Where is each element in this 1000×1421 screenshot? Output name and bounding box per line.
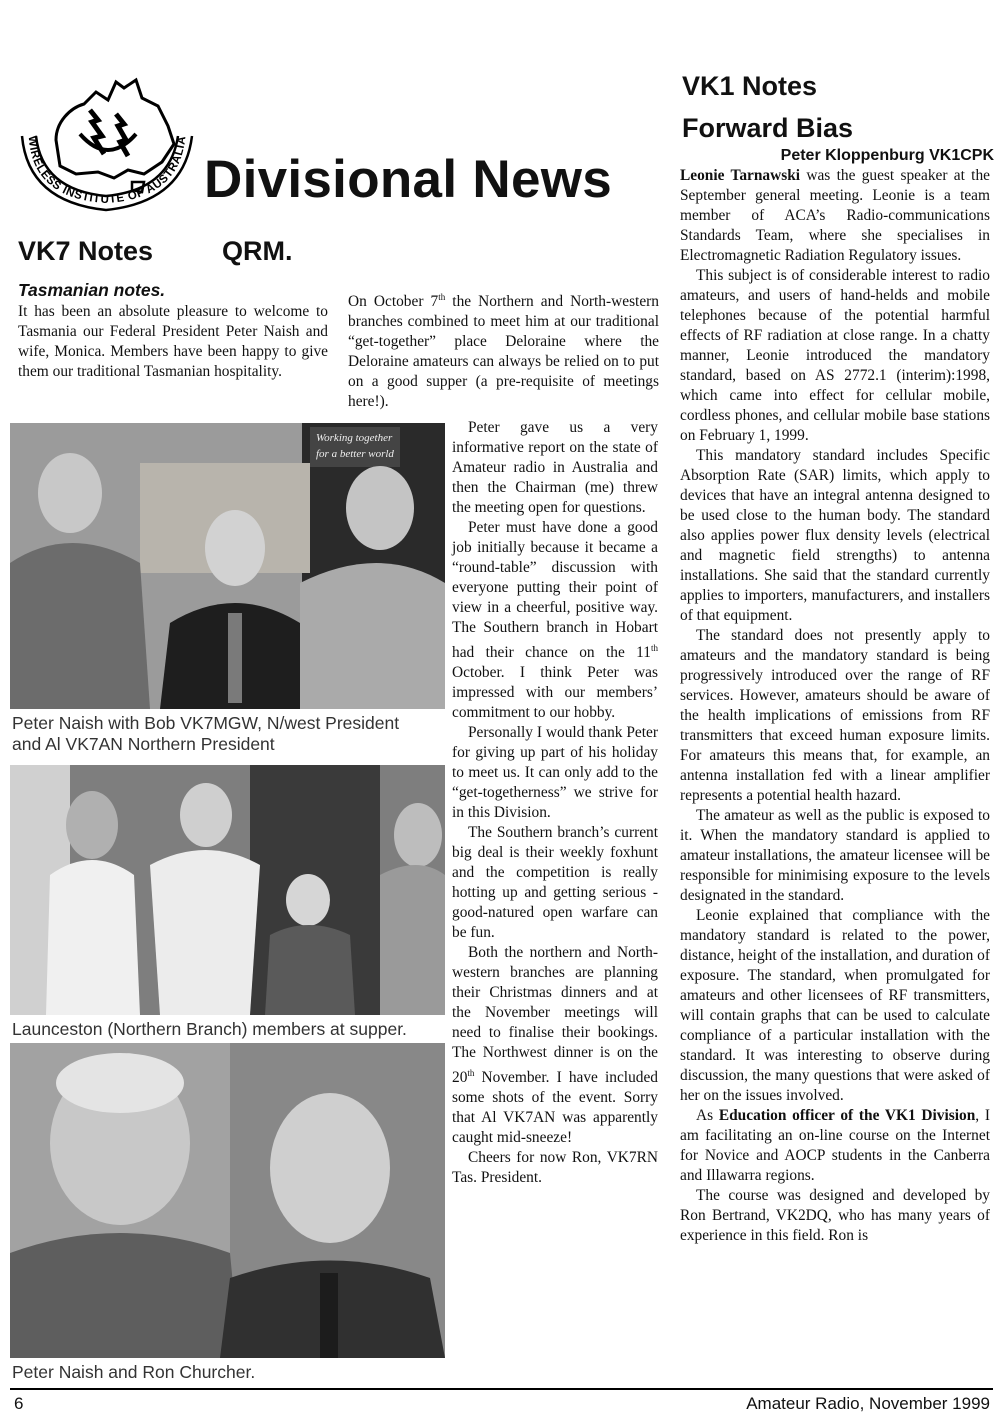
footer-rule [10, 1388, 993, 1390]
vk7-paragraph [452, 943, 658, 1148]
superscript: th [650, 643, 658, 653]
logo-text: WIRELESS INSTITUTE OF AUSTRALIA [25, 135, 189, 207]
text-run: Peter must have done a good job initially because it became a “round-table” discussion with everyone putting their point of view in a cheerful, positive way. The Southern branch in Hobart had their chance on the 11 [452, 519, 658, 662]
text-run: the Northern and North-western branches combined to meet him at our traditional “get-together” place Deloraine where the Deloraine amateurs can always be relied on to put on a good supper (a pre-requisite of meetings here!). [348, 293, 659, 411]
vk1-heading: VK1 Notes [682, 71, 818, 101]
photo-image-icon [10, 1043, 445, 1358]
superscript: th [438, 292, 446, 302]
text-run: was the guest speaker at the September general meeting. Leonie is a team member of ACA’s Radio-communications Standards Team, where she specialises in Electromagnetic Radiation Regulatory issues. [680, 167, 990, 264]
vk7-october-paragraph [348, 287, 659, 412]
photo-launceston-supper [10, 765, 445, 1015]
vk7-intro: It has been an absolute pleasure to welcome to Tasmania our Federal President Peter Naish and wife, Monica. Members have been happy to give them our traditional Tasmanian hospitality. [18, 303, 328, 380]
vk7-paragraph [452, 518, 658, 723]
text-run: October. I think Peter was impressed with our members’ commitment to our hobby. [452, 664, 658, 722]
photo1-caption: Peter Naish with Bob VK7MGW, N/west President and Al VK7AN Northern President [12, 713, 400, 754]
vk1-paragraph: The standard does not presently apply to amateurs and the mandatory standard is being progressively introduced over the range of RF services. However, amateurs should be aware of the health implications of emissions from RF transmitters that exceed human exposure limits. For amateurs this means that, for example, an antenna installation fed with a linear amplifier represents a potential health hazard. [680, 627, 990, 804]
poster-text: Working together [316, 432, 393, 444]
photo2-caption: Launceston (Northern Branch) members at supper. [12, 1019, 407, 1039]
vk7-paragraph: Personally I would thank Peter for giving up part of his holiday to meet us. It can only add to the “get-togetherness” we strive for in this Division. [452, 724, 658, 822]
poster-text: for a better world [316, 448, 394, 460]
vk1-paragraph [680, 166, 990, 266]
photo-peter-naish-ron-churcher [10, 1043, 445, 1358]
vk7-paragraph: Peter gave us a very informative report on the state of Amateur radio in Australia and then the Chairman (me) threw the meeting open for questions. [452, 419, 658, 516]
speaker-name: Leonie Tarnawski [680, 167, 801, 184]
australia-map-icon [12, 70, 198, 216]
vk7-paragraph: The Southern branch’s current big deal is their weekly foxhunt and the competition is really hotting up and getting serious - good-natured open warfare can be fun. [452, 824, 658, 942]
photo-image-icon [10, 423, 445, 709]
vk7-paragraph: Cheers for now Ron, VK7RN Tas. President. [452, 1149, 658, 1187]
publication-footer: Amateur Radio, November 1999 [746, 1394, 990, 1413]
text-run: As [696, 1107, 719, 1124]
photo-peter-naish-bob-al [10, 423, 445, 709]
vk7-subheading: Tasmanian notes. [18, 280, 166, 300]
masthead-title: Divisional News [204, 150, 613, 209]
text-run: November. I have included some shots of the event. Sorry that Al VK7AN was apparently caught mid-sneeze! [452, 1069, 658, 1147]
page-number: 6 [14, 1394, 24, 1413]
vk7-column-narrow [452, 418, 658, 1188]
vk7-intro-column1 [18, 302, 328, 382]
vk1-paragraph: Leonie explained that compliance with the mandatory standard is related to the power, distance, height of the installation, and duration of exposure. The standard, when promulgated for amateurs and other licensees of RF transmitters, will contain graphs that can be used to calculate compliance of a particular installation with the standard. It was interesting to observe during discussion, the many questions that were asked of her on the issues involved. [680, 907, 990, 1104]
vk1-column [680, 166, 990, 1246]
text-run: Both the northern and North-western branches are planning their Christmas dinners and at the November meetings will need to finalise their bookings. The Northwest dinner is on the 20 [452, 944, 658, 1087]
vk7-heading: VK7 Notes [18, 236, 154, 266]
photo3-caption: Peter Naish and Ron Churcher. [12, 1362, 256, 1382]
vk1-paragraph: This mandatory standard includes Specific Absorption Rate (SAR) limits, which apply to devices that have an integral antenna designed to be used close to the human body. The standard also applies power flux density levels (electrical and magnetic field strengths) to antenna installations. She said that the standard currently applies to importers, manufacturers, and installers of that equipment. [680, 447, 990, 624]
wia-logo [12, 70, 198, 216]
vk1-byline: Peter Kloppenburg VK1CPK [780, 147, 994, 164]
qrm-heading: QRM. [222, 236, 293, 266]
text-run: , I am facilitating an on-line course on the Internet for Novice and AOCP students in the Canberra and Illawarra regions. [680, 1107, 991, 1184]
vk1-paragraph [680, 1106, 990, 1186]
text-run: On October 7 [348, 293, 439, 311]
vk1-paragraph: The course was designed and developed by Ron Bertrand, VK2DQ, who has many years of experience in this field. Ron is [680, 1187, 990, 1244]
superscript: th [467, 1068, 475, 1079]
photo-image-icon [10, 765, 445, 1015]
forward-bias-heading: Forward Bias [682, 113, 854, 143]
vk7-intro-column2 [348, 287, 659, 412]
vk1-paragraph: This subject is of considerable interest to radio amateurs, and users of hand-helds and mobile telephones because of the potential harmful effects of RF radiation at close range. In a chatty manner, Leonie introduced the mandatory standard, based on AS 2772.1 (interim):1998, which came into effect for cellular mobile, cordless phones, and cellular mobile base stations on February 1, 1999. [680, 267, 990, 444]
text-run-bold: Education officer of the VK1 Division [718, 1107, 976, 1124]
vk1-paragraph: The amateur as well as the public is exposed to it. When the mandatory standard is applied to amateur installations, the amateur licensee will be responsible for minimising exposure to the levels designated in the standard. [680, 807, 990, 904]
